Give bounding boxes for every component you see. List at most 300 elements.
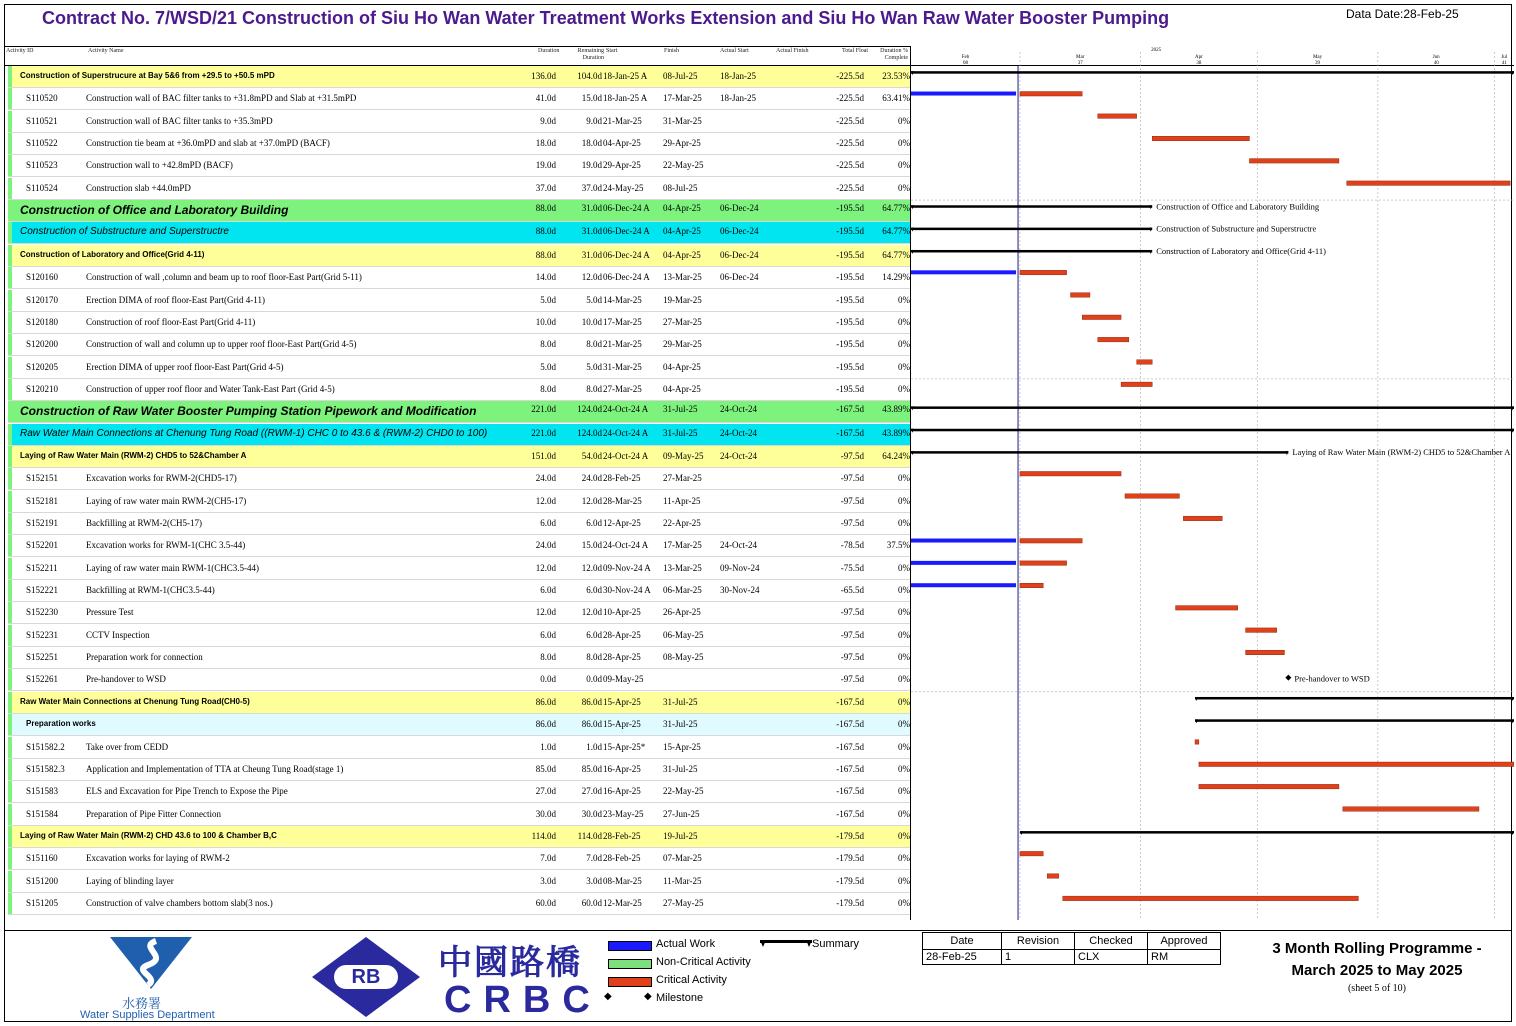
- finish: 17-Mar-25: [663, 540, 702, 551]
- percent-complete: 0%: [898, 316, 910, 327]
- activity-id: S152201: [26, 540, 59, 551]
- week-label: 41: [1501, 61, 1507, 66]
- total-float: -78.5d: [840, 540, 864, 551]
- remaining-duration: 8.0d: [586, 339, 602, 350]
- finish: 19-Jul-25: [663, 830, 698, 841]
- summary-bar: [911, 250, 1152, 253]
- milestone-left-icon: ◆: [604, 991, 612, 1002]
- finish: 17-Mar-25: [663, 93, 702, 104]
- remaining-duration: 1.0d: [586, 741, 602, 752]
- row-indent-bar: [8, 424, 12, 445]
- row-indent-bar: [8, 88, 12, 109]
- activity-row[interactable]: [8, 602, 910, 624]
- start: 28-Feb-25: [603, 473, 641, 484]
- percent-complete: 0%: [898, 361, 910, 372]
- critical-bar: [1343, 807, 1479, 812]
- activity-row[interactable]: [8, 111, 910, 133]
- actual-bar: [911, 270, 1016, 274]
- activity-row[interactable]: [8, 580, 910, 602]
- col-complete: Duration % Complete: [880, 48, 908, 61]
- start: 06-Dec-24 A: [603, 226, 650, 237]
- col-activity-name: Activity Name: [88, 48, 124, 54]
- row-indent-bar: [8, 781, 12, 802]
- activity-name: Excavation works for laying of RWM-2: [86, 853, 230, 864]
- finish: 27-Mar-25: [663, 316, 702, 327]
- row-indent-bar: [8, 647, 12, 668]
- actual-start: 24-Oct-24: [720, 404, 757, 415]
- activity-row[interactable]: [8, 88, 910, 110]
- finish: 31-Mar-25: [663, 115, 702, 126]
- total-float: -167.5d: [836, 719, 864, 730]
- row-indent-bar: [8, 178, 12, 199]
- signoff-revision: 1: [1002, 950, 1075, 965]
- remaining-duration: 12.0d: [581, 607, 602, 618]
- start: 28-Apr-25: [603, 652, 641, 663]
- critical-bar: [1249, 159, 1338, 164]
- activity-name: Construction of upper roof floor and Water Tank-East Part (Grid 4-5): [86, 383, 335, 394]
- wbs-row[interactable]: [8, 424, 910, 446]
- activity-name: Pressure Test: [86, 607, 134, 618]
- finish: 31-Jul-25: [663, 427, 698, 438]
- activity-row[interactable]: [8, 535, 910, 557]
- wbs-row[interactable]: [8, 245, 910, 267]
- finish: 11-Mar-25: [663, 875, 702, 886]
- month-label: Apr: [1194, 55, 1203, 60]
- finish: 04-Apr-25: [663, 361, 701, 372]
- critical-bar: [1020, 539, 1082, 544]
- start: 24-May-25: [603, 182, 644, 193]
- start: 09-May-25: [603, 674, 644, 685]
- activity-row[interactable]: [8, 781, 910, 803]
- total-float: -179.5d: [836, 875, 864, 886]
- critical-bar: [1183, 516, 1222, 521]
- activity-row[interactable]: [8, 155, 910, 177]
- activity-row[interactable]: [8, 133, 910, 155]
- activity-row[interactable]: [8, 513, 910, 535]
- row-indent-bar: [8, 267, 12, 288]
- remaining-duration: 27.0d: [581, 786, 602, 797]
- duration: 151.0d: [531, 450, 556, 461]
- finish: 22-May-25: [663, 160, 704, 171]
- duration: 88.0d: [535, 226, 556, 237]
- wbs-name: Raw Water Main Connections at Chenung Tung Road ((RWM-1) CHC 0 to 43.6 & (RWM-2) CHD0 to 100): [20, 427, 488, 439]
- activity-id: S151583: [26, 786, 59, 797]
- critical-bar: [1047, 874, 1059, 879]
- wbs-row[interactable]: [8, 401, 910, 423]
- duration: 8.0d: [540, 652, 556, 663]
- duration: 30.0d: [535, 808, 556, 819]
- remaining-duration: 60.0d: [581, 897, 602, 908]
- duration: 37.0d: [535, 182, 556, 193]
- activity-row[interactable]: [8, 558, 910, 580]
- activity-id: S120160: [26, 272, 59, 283]
- duration: 8.0d: [540, 383, 556, 394]
- activity-id: S110523: [26, 160, 58, 171]
- activity-name: CCTV Inspection: [86, 629, 150, 640]
- gantt-chart: [911, 46, 1514, 920]
- crbc-english-name: CRBC: [444, 979, 602, 1021]
- finish: 27-Jun-25: [663, 808, 700, 819]
- finish: 11-Apr-25: [663, 495, 701, 506]
- activity-name: ELS and Excavation for Pipe Trench to Expose the Pipe: [86, 786, 288, 797]
- start: 15-Apr-25: [603, 719, 641, 730]
- activity-id: S120200: [26, 339, 59, 350]
- finish: 04-Apr-25: [663, 249, 701, 260]
- total-float: -195.5d: [836, 203, 864, 214]
- total-float: -75.5d: [840, 562, 864, 573]
- critical-bar: [1152, 136, 1249, 141]
- remaining-duration: 12.0d: [581, 562, 602, 573]
- legend-actual-label: Actual Work: [656, 938, 716, 950]
- percent-complete: 0%: [898, 719, 910, 730]
- critical-bar: [1020, 561, 1067, 566]
- row-indent-bar: [8, 625, 12, 646]
- critical-bar: [1098, 337, 1129, 342]
- total-float: -167.5d: [836, 696, 864, 707]
- remaining-duration: 31.0d: [581, 226, 602, 237]
- wbs-row[interactable]: [8, 222, 910, 244]
- row-indent-bar: [8, 759, 12, 780]
- activity-row[interactable]: [8, 647, 910, 669]
- total-float: -167.5d: [836, 741, 864, 752]
- duration: 221.0d: [531, 404, 556, 415]
- row-indent-bar: [8, 871, 12, 892]
- wbs-name: Construction of Raw Water Booster Pumping Station Pipework and Modification: [20, 404, 477, 419]
- percent-complete: 64.77%: [882, 249, 910, 260]
- start: 17-Mar-25: [603, 316, 642, 327]
- wbs-row[interactable]: [8, 714, 910, 736]
- percent-complete: 0%: [898, 294, 910, 305]
- activity-id: S110520: [26, 93, 58, 104]
- activity-row[interactable]: [8, 625, 910, 647]
- total-float: -225.5d: [836, 93, 864, 104]
- activity-name: Construction of roof floor-East Part(Grid 4-11): [86, 316, 256, 327]
- legend-critical-swatch: [608, 977, 652, 987]
- remaining-duration: 54.0d: [581, 450, 602, 461]
- row-indent-bar: [8, 602, 12, 623]
- remaining-duration: 5.0d: [586, 294, 602, 305]
- remaining-duration: 30.0d: [581, 808, 602, 819]
- wbs-row[interactable]: [8, 200, 910, 222]
- actual-start: 24-Oct-24: [720, 427, 757, 438]
- percent-complete: 0%: [898, 562, 910, 573]
- critical-bar: [1121, 382, 1152, 387]
- percent-complete: 0%: [898, 607, 910, 618]
- total-float: -179.5d: [836, 897, 864, 908]
- finish: 04-Apr-25: [663, 226, 701, 237]
- total-float: -65.5d: [840, 585, 864, 596]
- remaining-duration: 24.0d: [581, 473, 602, 484]
- duration: 136.0d: [531, 71, 556, 81]
- start: 16-Apr-25: [603, 786, 641, 797]
- activity-row[interactable]: [8, 848, 910, 870]
- activity-row[interactable]: [8, 759, 910, 781]
- activity-id: S152221: [26, 585, 59, 596]
- percent-complete: 0%: [898, 696, 910, 707]
- activity-id: S151160: [26, 853, 58, 864]
- remaining-duration: 6.0d: [586, 629, 602, 640]
- start: 28-Mar-25: [603, 495, 642, 506]
- total-float: -167.5d: [836, 786, 864, 797]
- activity-id: S152251: [26, 652, 59, 663]
- summary-bar-label: Construction of Office and Laboratory Building: [1156, 201, 1320, 212]
- duration: 6.0d: [540, 518, 556, 528]
- start: 24-Oct-24 A: [603, 404, 649, 415]
- percent-complete: 0%: [898, 138, 910, 149]
- activity-row[interactable]: [8, 804, 910, 826]
- finish: 15-Apr-25: [663, 741, 701, 752]
- activity-id: S151582.2: [26, 741, 65, 752]
- remaining-duration: 15.0d: [581, 540, 602, 551]
- remaining-duration: 15.0d: [581, 93, 602, 104]
- activity-id: S152181: [26, 495, 59, 506]
- remaining-duration: 10.0d: [581, 316, 602, 327]
- row-indent-bar: [8, 669, 12, 690]
- total-float: -195.5d: [836, 226, 864, 237]
- critical-bar: [1020, 270, 1067, 275]
- row-indent-bar: [8, 737, 12, 758]
- actual-start: 24-Oct-24: [720, 540, 757, 551]
- start: 04-Apr-25: [603, 138, 641, 149]
- duration: 12.0d: [535, 562, 556, 573]
- duration: 7.0d: [540, 853, 556, 864]
- finish: 31-Jul-25: [663, 404, 698, 415]
- activity-id: S110524: [26, 182, 58, 193]
- month-label: May: [1312, 55, 1323, 60]
- critical-bar: [1137, 360, 1153, 365]
- duration: 24.0d: [535, 540, 556, 551]
- actual-start: 06-Dec-24: [720, 272, 759, 283]
- duration: 221.0d: [531, 427, 556, 438]
- activity-name: Excavation works for RWM-2(CHD5-17): [86, 473, 237, 484]
- start: 08-Mar-25: [603, 875, 642, 886]
- signoff-date: 28-Feb-25: [923, 950, 1002, 965]
- month-label: Jun: [1432, 55, 1440, 60]
- activity-name: Construction wall of BAC filter tanks to +35.3mPD: [86, 115, 273, 126]
- activity-id: S152230: [26, 607, 59, 618]
- activity-row[interactable]: [8, 468, 910, 490]
- remaining-duration: 6.0d: [586, 518, 602, 528]
- activity-row[interactable]: [8, 267, 910, 289]
- legend-summary-swatch: [760, 939, 812, 949]
- duration: 12.0d: [535, 607, 556, 618]
- col-duration: Duration: [538, 48, 560, 54]
- activity-row[interactable]: [8, 312, 910, 334]
- start: 10-Apr-25: [603, 607, 641, 618]
- activity-name: Construction of wall and column up to upper roof floor-East Part(Grid 4-5): [86, 339, 357, 350]
- remaining-duration: 0.0d: [586, 674, 602, 685]
- remaining-duration: 124.0d: [577, 427, 602, 438]
- duration: 6.0d: [540, 629, 556, 640]
- start: 29-Apr-25: [603, 160, 641, 171]
- wbs-row[interactable]: [8, 826, 910, 848]
- percent-complete: 37.5%: [886, 540, 910, 551]
- start: 24-Oct-24 A: [603, 540, 649, 551]
- wsd-english-name: Water Supplies Department: [80, 1009, 215, 1021]
- remaining-duration: 12.0d: [581, 272, 602, 283]
- row-indent-bar: [8, 893, 12, 914]
- start: 24-Oct-24 A: [603, 427, 649, 438]
- crbc-chinese-name: 中國路橋: [438, 943, 582, 983]
- row-indent-bar: [8, 155, 12, 176]
- remaining-duration: 5.0d: [586, 361, 602, 372]
- programme-line-2: March 2025 to May 2025: [1291, 962, 1463, 979]
- finish: 06-Mar-25: [663, 585, 702, 596]
- remaining-duration: 8.0d: [586, 652, 602, 663]
- percent-complete: 0%: [898, 160, 910, 171]
- row-indent-bar: [8, 558, 12, 579]
- milestone-label: Pre-handover to WSD: [1294, 673, 1370, 684]
- remaining-duration: 12.0d: [581, 495, 602, 506]
- actual-bar: [911, 92, 1016, 96]
- activity-name: Erection DIMA of roof floor-East Part(Grid 4-11): [86, 294, 265, 305]
- critical-bar: [1098, 114, 1137, 119]
- duration: 27.0d: [535, 786, 556, 797]
- month-label: Jul: [1501, 55, 1508, 60]
- duration: 10.0d: [535, 316, 556, 327]
- wbs-name: Raw Water Main Connections at Chenung Tung Road(CH0-5): [20, 696, 250, 706]
- finish: 26-Apr-25: [663, 607, 701, 618]
- total-float: -97.5d: [840, 450, 864, 461]
- critical-bar: [1082, 315, 1121, 320]
- activity-id: S151582.3: [26, 763, 65, 774]
- duration: 1.0d: [540, 741, 556, 752]
- finish: 13-Mar-25: [663, 562, 702, 573]
- row-indent-bar: [8, 245, 12, 266]
- remaining-duration: 124.0d: [577, 404, 602, 415]
- start: 15-Apr-25*: [603, 741, 646, 752]
- percent-complete: 0%: [898, 674, 910, 685]
- finish: 09-May-25: [663, 450, 704, 461]
- total-float: -167.5d: [836, 404, 864, 415]
- remaining-duration: 9.0d: [586, 115, 602, 126]
- row-indent-bar: [8, 714, 12, 735]
- col-actual-start: Actual Start: [720, 48, 749, 54]
- wbs-name: Construction of Superstrucure at Bay 5&6 from +29.5 to +50.5 mPD: [20, 71, 275, 80]
- duration: 8.0d: [540, 339, 556, 350]
- start: 28-Apr-25: [603, 629, 641, 640]
- critical-bar: [1020, 92, 1082, 97]
- actual-start: 09-Nov-24: [720, 562, 760, 573]
- start: 18-Jan-25 A: [603, 93, 648, 104]
- percent-complete: 0%: [898, 182, 910, 193]
- total-float: -195.5d: [836, 294, 864, 305]
- activity-row[interactable]: [8, 178, 910, 200]
- legend-critical-label: Critical Activity: [656, 974, 727, 986]
- total-float: -97.5d: [840, 629, 864, 640]
- col-actual-finish: Actual Finish: [776, 48, 809, 54]
- col-activity-id: Activity ID: [6, 48, 34, 54]
- activity-row[interactable]: [8, 290, 910, 312]
- percent-complete: 0%: [898, 518, 910, 528]
- total-float: -195.5d: [836, 272, 864, 283]
- activity-row[interactable]: [8, 737, 910, 759]
- start: 21-Mar-25: [603, 339, 642, 350]
- column-header: [4, 46, 910, 66]
- start: 09-Nov-24 A: [603, 562, 651, 573]
- percent-complete: 0%: [898, 830, 910, 841]
- duration: 5.0d: [540, 294, 556, 305]
- remaining-duration: 37.0d: [581, 182, 602, 193]
- row-indent-bar: [8, 692, 12, 713]
- duration: 85.0d: [535, 763, 556, 774]
- row-indent-bar: [8, 468, 12, 489]
- legend-actual-swatch: [608, 941, 652, 951]
- activity-name: Application and Implementation of TTA at Cheung Tung Road(stage 1): [86, 763, 344, 774]
- activity-row[interactable]: [8, 669, 910, 691]
- percent-complete: 0%: [898, 808, 910, 819]
- activity-row[interactable]: [8, 491, 910, 513]
- critical-bar: [1020, 471, 1121, 476]
- total-float: -195.5d: [836, 339, 864, 350]
- duration: 60.0d: [535, 897, 556, 908]
- summary-bar: [911, 429, 1514, 432]
- row-indent-bar: [8, 357, 12, 378]
- percent-complete: 0%: [898, 383, 910, 394]
- total-float: -195.5d: [836, 249, 864, 260]
- row-indent-bar: [8, 66, 12, 87]
- gantt-area: [910, 46, 1514, 920]
- activity-row[interactable]: [8, 379, 910, 401]
- duration: 0.0d: [540, 674, 556, 685]
- finish: 07-Mar-25: [663, 853, 702, 864]
- percent-complete: 64.24%: [882, 450, 910, 461]
- critical-bar: [1347, 181, 1510, 186]
- row-indent-bar: [8, 401, 12, 422]
- wbs-name: Laying of Raw Water Main (RWM-2) CHD 43.6 to 100 & Chamber B,C: [20, 830, 277, 840]
- legend-summary-label: Summary: [812, 938, 860, 950]
- remaining-duration: 8.0d: [586, 383, 602, 394]
- signoff-approved-header: Approved: [1148, 933, 1221, 950]
- row-indent-bar: [8, 334, 12, 355]
- start: 15-Apr-25: [603, 696, 641, 707]
- summary-bar: [911, 451, 1288, 454]
- critical-bar: [1125, 494, 1179, 499]
- total-float: -179.5d: [836, 853, 864, 864]
- wbs-row[interactable]: [8, 66, 910, 88]
- activity-row[interactable]: [8, 334, 910, 356]
- activity-row[interactable]: [8, 357, 910, 379]
- percent-complete: 0%: [898, 786, 910, 797]
- percent-complete: 43.89%: [882, 404, 910, 415]
- remaining-duration: 86.0d: [581, 719, 602, 730]
- duration: 86.0d: [535, 696, 556, 707]
- duration: 12.0d: [535, 495, 556, 506]
- percent-complete: 64.77%: [882, 203, 910, 214]
- signoff-approved: RM: [1148, 950, 1221, 965]
- percent-complete: 14.29%: [882, 272, 910, 283]
- page-title: Contract No. 7/WSD/21 Construction of Siu Ho Wan Water Treatment Works Extension and Siu Ho Wan Raw Water Booster Pumping: [42, 8, 1170, 28]
- duration: 3.0d: [540, 875, 556, 886]
- percent-complete: 43.89%: [882, 427, 910, 438]
- total-float: -225.5d: [836, 71, 864, 81]
- activity-row[interactable]: [8, 871, 910, 893]
- wbs-row[interactable]: [8, 446, 910, 468]
- activity-row[interactable]: [8, 893, 910, 915]
- wbs-name: Construction of Laboratory and Office(Grid 4-11): [20, 249, 205, 259]
- activity-name: Preparation of Pipe Fitter Connection: [86, 808, 221, 819]
- summary-bar-label: Construction of Substructure and Superstructre: [1156, 223, 1317, 234]
- duration: 86.0d: [535, 719, 556, 730]
- critical-bar: [1195, 740, 1199, 745]
- percent-complete: 23.53%: [882, 71, 910, 81]
- total-float: -97.5d: [840, 518, 864, 528]
- start: 23-May-25: [603, 808, 644, 819]
- activity-id: S110521: [26, 115, 58, 126]
- wbs-row[interactable]: [8, 692, 910, 714]
- activity-name: Construction tie beam at +36.0mPD and slab at +37.0mPD (BACF): [86, 138, 330, 149]
- critical-bar: [1063, 896, 1359, 901]
